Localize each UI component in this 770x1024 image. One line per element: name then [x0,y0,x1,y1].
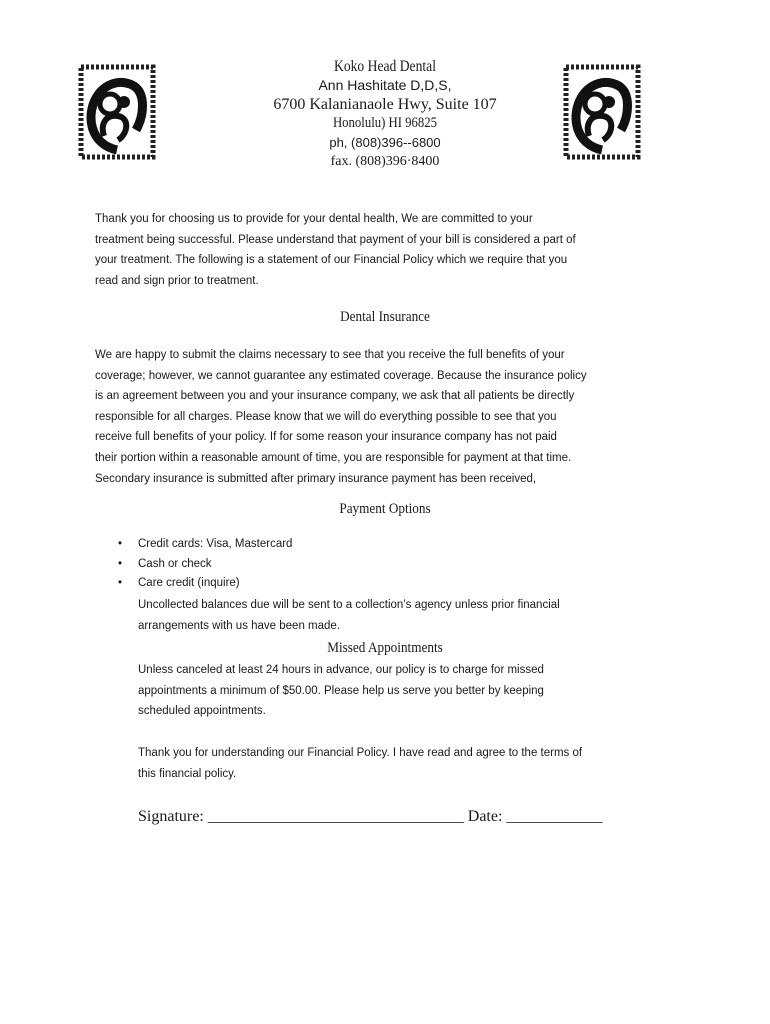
text-line: read and sign prior to treatment. [95,274,259,287]
text-line: treatment being successful. Please understand that payment of your bill is considered a part of [95,233,576,246]
text-line: scheduled appointments. [138,705,266,718]
text-line: coverage; however, we cannot guarantee any estimated coverage. Because the insurance policy [95,369,587,382]
text-line: Thank you for choosing us to provide for your dental health, We are committed to your [95,213,533,225]
payment-options-list [118,535,292,594]
list-item [118,574,292,594]
text-line: Unless canceled at least 24 hours in advance, our policy is to charge for missed [138,664,544,676]
letterhead [200,57,570,171]
text-line: this financial policy. [138,767,237,780]
phone-number: ph, (808)396--6800 [329,135,441,150]
bullet-icon: • [118,538,123,550]
mother-child-logo-icon [78,64,156,160]
doctor-name: Ann Hashitate D,D,S, [318,77,452,93]
list-item [118,555,292,575]
text-line: Thank you for understanding our Financial Policy. I have read and agree to the terms of [138,747,583,759]
list-item [118,535,292,555]
text-line: their portion within a reasonable amount of time, you are responsible for payment at that time. [95,451,572,464]
text-line: receive full benefits of your policy. If for some reason your insurance company has not paid [95,431,557,444]
city-state-zip: Honolulu) HI 96825 [332,115,438,131]
dental-insurance-heading: Dental Insurance [340,309,430,325]
uncollected-balances-note [138,595,658,636]
street-address: 6700 Kalanianaole Hwy, Suite 107 [273,96,497,113]
text-line: We are happy to submit the claims necessary to see that you receive the full benefits of your [95,349,565,361]
signature-field[interactable]: ________________________________ [207,808,464,825]
signature-label: Signature: [138,808,204,825]
text-line: Uncollected balances due will be sent to a collection’s agency unless prior financial [138,599,560,611]
bullet-icon: • [118,557,123,570]
practice-name: Koko Head Dental [334,58,436,75]
fax-number: fax. (808)396·8400 [330,154,440,169]
text-line: is an agreement between you and your insurance company, we ask that all patients be directly [95,390,575,403]
signature-line [138,808,602,826]
text-line: your treatment. The following is a statement of our Financial Policy which we require that you [95,254,568,267]
list-item-label: Cash or check [138,557,212,570]
dental-insurance-paragraph [95,345,655,489]
text-line: arrangements with us have been made. [138,619,341,632]
date-field[interactable]: ____________ [506,808,603,825]
intro-paragraph [95,209,655,291]
text-line: Secondary insurance is submitted after primary insurance payment has been received, [95,472,537,485]
missed-appointments-heading: Missed Appointments [327,640,443,656]
missed-appointments-paragraph [138,660,658,722]
list-item-label: Care credit (inquire) [138,577,240,589]
bullet-icon: • [118,577,123,589]
text-line: appointments a minimum of $50.00. Please help us serve you better by keeping [138,684,544,697]
text-line: responsible for all charges. Please know that we will do everything possible to see that you [95,410,557,423]
payment-options-heading: Payment Options [339,501,431,517]
closing-paragraph [138,743,658,784]
date-label: Date: [467,808,503,825]
list-item-label: Credit cards: Visa, Mastercard [138,538,293,550]
mother-child-logo-icon [563,64,641,160]
